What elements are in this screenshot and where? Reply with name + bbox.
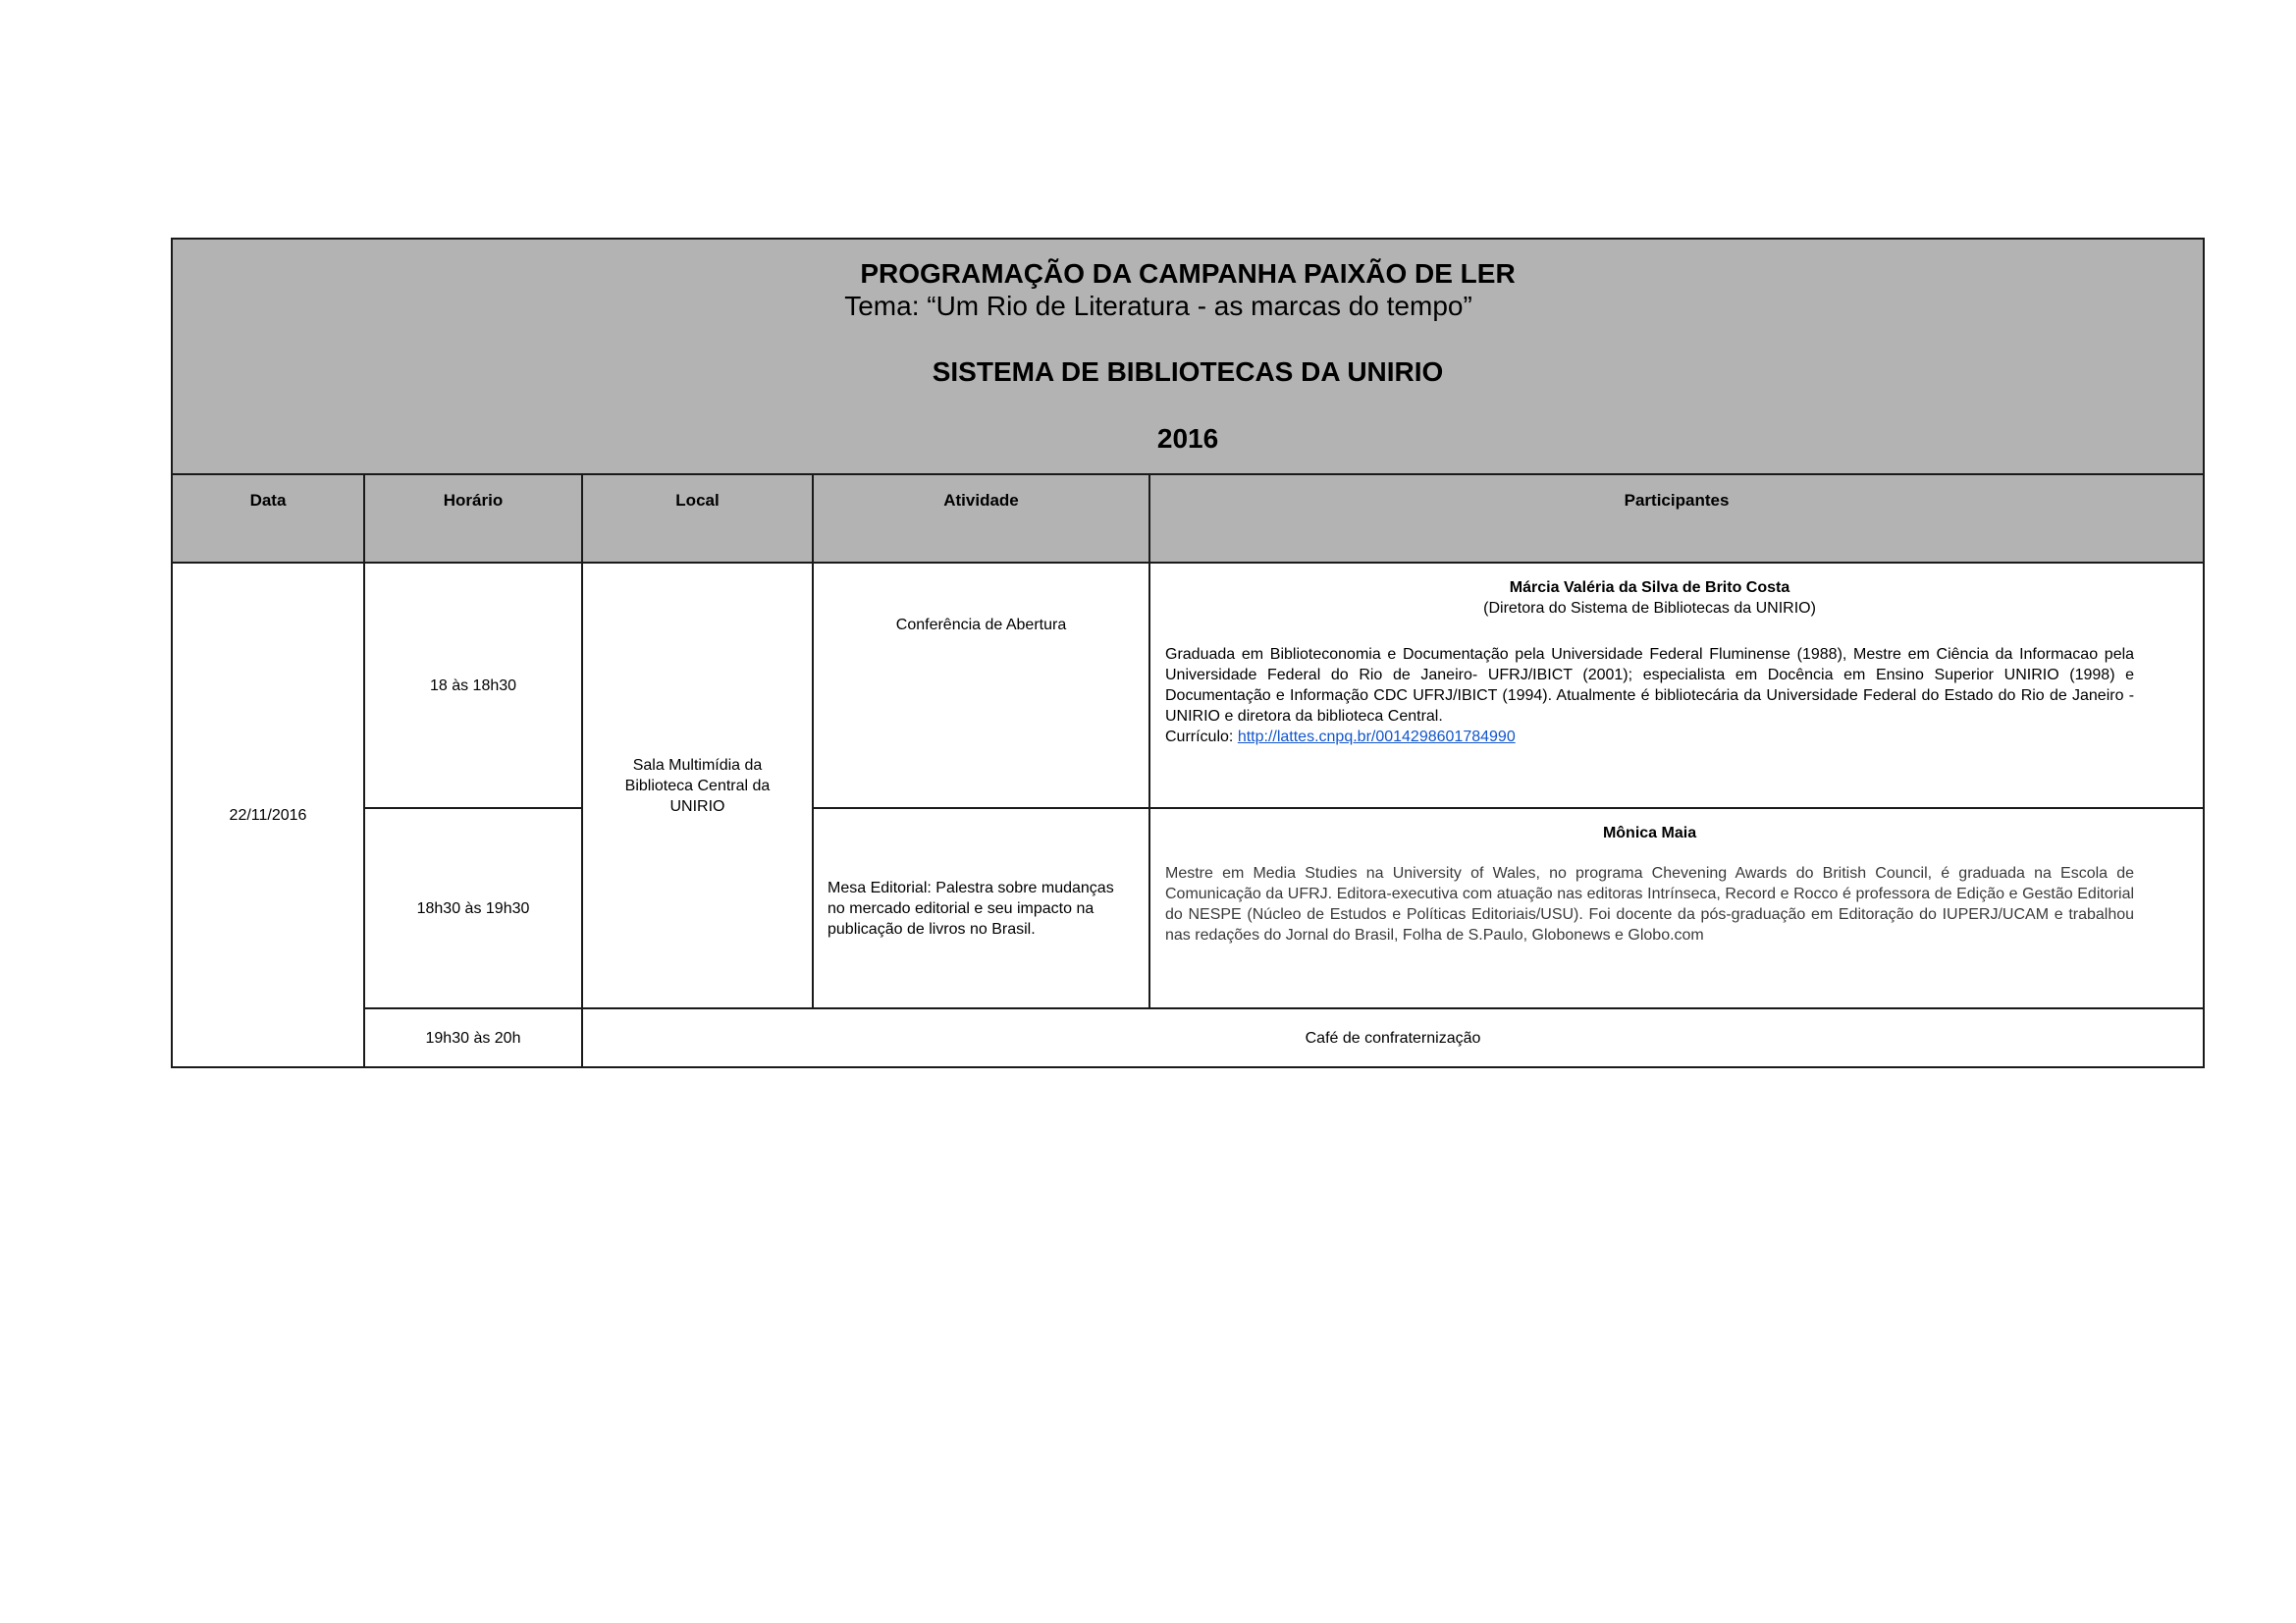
time-cell: 18 às 18h30: [364, 563, 582, 808]
programacao-document: [171, 238, 2203, 1068]
schedule-table: [171, 238, 2205, 1068]
document-title: PROGRAMAÇÃO DA CAMPANHA PAIXÃO DE LER: [860, 258, 1516, 289]
participant-bio: Graduada em Biblioteconomia e Documentação pela Universidade Federal Fluminense (1988), Mestre em Ciência da Informacao pela Universidade Federal do Rio de Janeiro- UFRJ/IBICT (2001); especialista em Docência em Ensino Superior UNIRIO (1998) e Documentação e Informação CDC UFRJ/IBICT (1994). Atualmente é bibliotecária da Universidade Federal do Estado do Rio de Janeiro - UNIRIO e diretora da biblioteca Central.: [1165, 646, 2135, 725]
header-horario: Horário: [364, 474, 582, 563]
system-title: SISTEMA DE BIBLIOTECAS DA UNIRIO: [932, 356, 1444, 387]
table-row: [172, 1008, 2204, 1067]
year-label: 2016: [1156, 423, 1219, 454]
activity-text: Conferência de Abertura: [895, 617, 1067, 633]
participant-role: (Diretora do Sistema de Bibliotecas da UNIRIO): [1483, 600, 1816, 617]
header-data: Data: [172, 474, 364, 563]
time-cell: 19h30 às 20h: [364, 1008, 582, 1067]
curriculum-link[interactable]: http://lattes.cnpq.br/0014298601784990: [1237, 729, 1516, 745]
participant-cell: [1149, 563, 2204, 808]
local-text: Sala Multimídia da Biblioteca Central da UNIRIO: [624, 756, 771, 815]
participant-bio: Mestre em Media Studies na University of Wales, no programa Chevening Awards do British Council, é graduada na Escola de Comunicação da UFRJ. Editora-executiva com atuação nas editoras Intrínseca, Record e Rocco é professora de Edição e Gestão Editorial do NESPE (Núcleo de Estudos e Políticas Editoriais/USU). Foi docente da pós-graduação em Editoração do IUPERJ/UCAM e trabalhou nas redações do Jornal do Brasil, Folha de S.Paulo, Globonews e Globo.com: [1165, 865, 2135, 944]
activity-cell: Mesa Editorial: Palestra sobre mudanças no mercado editorial e seu impacto na publicação de livros no Brasil.: [813, 808, 1149, 1008]
curriculum-label: Currículo:: [1165, 729, 1234, 745]
activity-cell: Café de confraternização: [582, 1008, 2204, 1067]
participant-cell: [1149, 808, 2204, 1008]
activity-cell: [813, 563, 1149, 808]
banner: [172, 239, 2204, 474]
table-header-row: [172, 474, 2204, 563]
date-cell: 22/11/2016: [172, 563, 364, 1067]
table-row: [172, 563, 2204, 808]
header-local: Local: [582, 474, 813, 563]
local-cell: [582, 563, 813, 1008]
header-atividade: Atividade: [813, 474, 1149, 563]
participant-name: Mônica Maia: [1602, 825, 1697, 841]
time-cell: 18h30 às 19h30: [364, 808, 582, 1008]
participant-name: Márcia Valéria da Silva de Brito Costa: [1509, 579, 1790, 596]
table-row: [172, 808, 2204, 1008]
document-theme: Tema: “Um Rio de Literatura - as marcas do tempo”: [844, 291, 1472, 321]
header-participantes: Participantes: [1149, 474, 2204, 563]
curriculum-line: [1165, 727, 2134, 747]
